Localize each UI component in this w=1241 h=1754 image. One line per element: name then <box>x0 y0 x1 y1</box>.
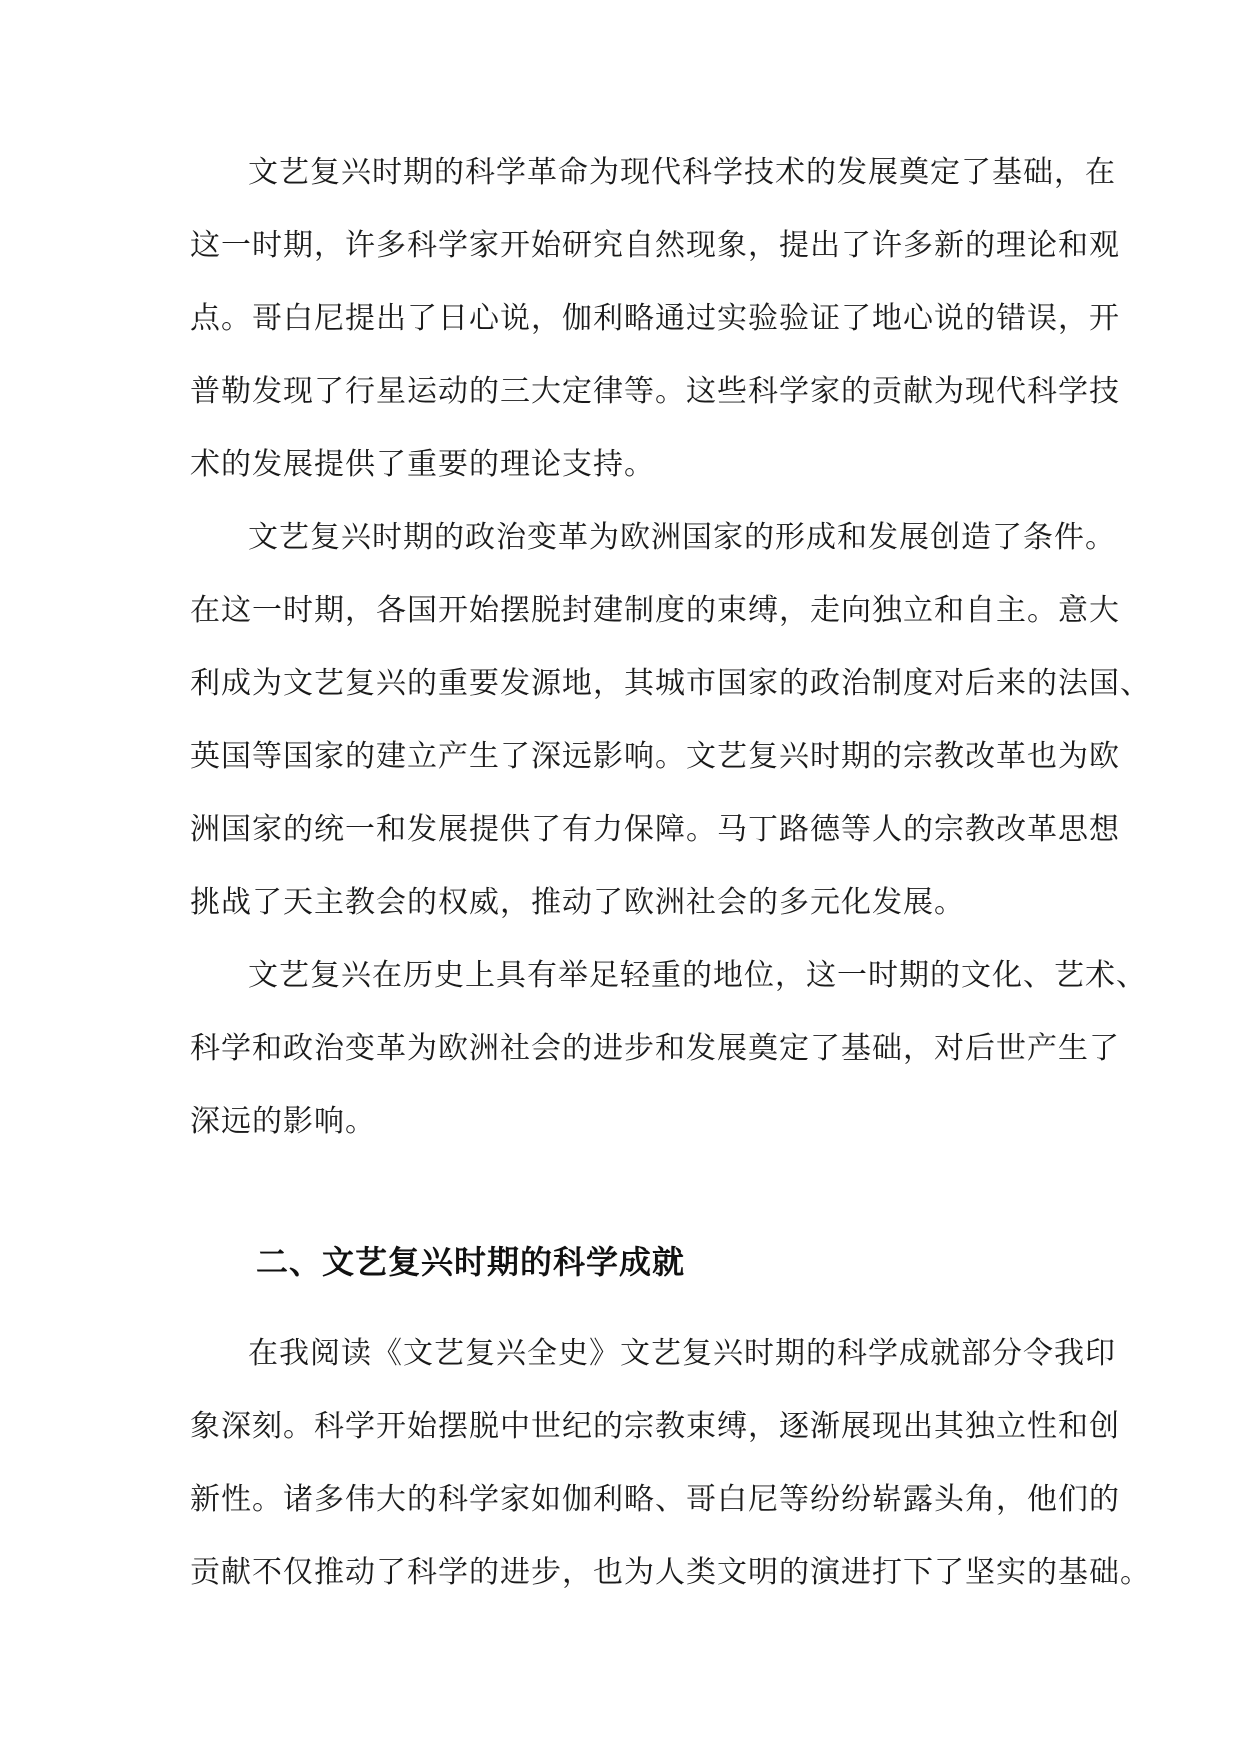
paragraph-2-line-1: 文艺复兴时期的政治变革为欧洲国家的形成和发展创造了条件。 <box>248 520 1116 555</box>
paragraph-2-line-5: 洲国家的统一和发展提供了有力保障。马丁路德等人的宗教改革思想 <box>190 812 1120 847</box>
section-paragraph-line-3: 新性。诸多伟大的科学家如伽利略、哥白尼等纷纷崭露头角，他们的 <box>190 1482 1120 1517</box>
paragraph-1-line-5: 术的发展提供了重要的理论支持。 <box>190 447 655 482</box>
paragraph-3-line-1: 文艺复兴在历史上具有举足轻重的地位，这一时期的文化、艺术、 <box>248 958 1147 993</box>
paragraph-2-line-2: 在这一时期，各国开始摆脱封建制度的束缚，走向独立和自主。意大 <box>190 593 1120 628</box>
paragraph-1-line-1: 文艺复兴时期的科学革命为现代科学技术的发展奠定了基础，在 <box>248 155 1116 190</box>
paragraph-2-line-4: 英国等国家的建立产生了深远影响。文艺复兴时期的宗教改革也为欧 <box>190 739 1120 774</box>
paragraph-1-line-4: 普勒发现了行星运动的三大定律等。这些科学家的贡献为现代科学技 <box>190 374 1120 409</box>
paragraph-1-line-2: 这一时期，许多科学家开始研究自然现象，提出了许多新的理论和观 <box>190 228 1120 263</box>
paragraph-1-line-3: 点。哥白尼提出了日心说，伽利略通过实验验证了地心说的错误，开 <box>190 301 1120 336</box>
paragraph-3-line-3: 深远的影响。 <box>190 1104 376 1139</box>
section-paragraph-line-2: 象深刻。科学开始摆脱中世纪的宗教束缚，逐渐展现出其独立性和创 <box>190 1409 1120 1444</box>
section-paragraph-line-4: 贡献不仅推动了科学的进步，也为人类文明的演进打下了坚实的基础。 <box>190 1555 1151 1590</box>
paragraph-2-line-6: 挑战了天主教会的权威，推动了欧洲社会的多元化发展。 <box>190 885 965 920</box>
paragraph-3-line-2: 科学和政治变革为欧洲社会的进步和发展奠定了基础，对后世产生了 <box>190 1031 1120 1066</box>
section-heading: 二、文艺复兴时期的科学成就 <box>256 1243 686 1281</box>
section-paragraph-line-1: 在我阅读《文艺复兴全史》文艺复兴时期的科学成就部分令我印 <box>248 1336 1116 1371</box>
paragraph-2-line-3: 利成为文艺复兴的重要发源地，其城市国家的政治制度对后来的法国、 <box>190 666 1151 701</box>
